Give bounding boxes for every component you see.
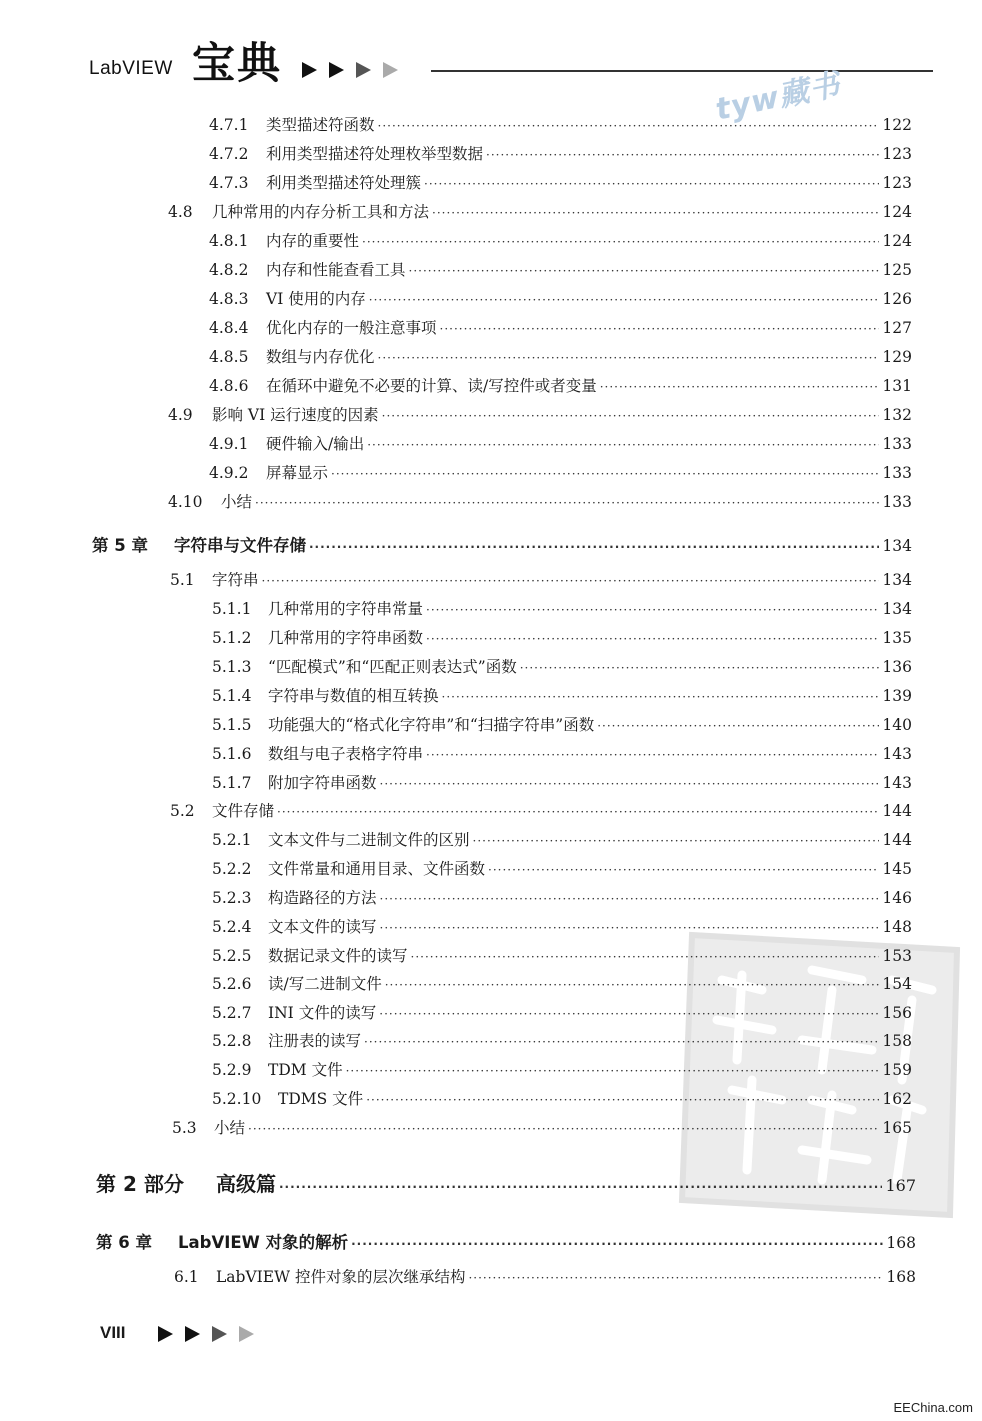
- toc-entry-page: 143: [882, 745, 912, 763]
- toc-entry-number: 第 2 部分: [96, 1172, 184, 1196]
- toc-entry-title: 内存的重要性: [266, 232, 360, 250]
- toc-entry-title: 注册表的读写: [268, 1032, 362, 1050]
- toc-entry-title: 功能强大的“格式化字符串”和“扫描字符串”函数: [268, 716, 595, 734]
- toc-entry-number: 5.1.5: [212, 716, 252, 734]
- toc-entry[interactable]: [212, 713, 912, 735]
- toc-entry-number: 4.9.2: [209, 464, 249, 482]
- toc-entry-title: VI 使用的内存: [266, 290, 366, 308]
- toc-entry-page: 146: [882, 889, 912, 907]
- toc-entry-number: 4.8.6: [209, 377, 249, 395]
- leader-dots: [440, 322, 880, 336]
- toc-entry-number: 4.8.3: [209, 290, 249, 308]
- toc-part[interactable]: [96, 1168, 916, 1197]
- toc-entry-number: 4.7.3: [209, 174, 249, 192]
- leader-dots: [473, 834, 880, 848]
- toc-entry[interactable]: [168, 403, 912, 425]
- leader-dots: [277, 805, 879, 819]
- toc-entry-number: 5.1.2: [212, 629, 252, 647]
- toc-entry-page: 167: [885, 1176, 916, 1195]
- toc-entry-title: 字符串: [212, 571, 259, 589]
- toc-entry-title: 构造路径的方法: [268, 889, 377, 907]
- toc-entry[interactable]: [212, 915, 912, 937]
- toc-entry-title: INI 文件的读写: [268, 1004, 377, 1022]
- toc-entry-title: 字符串与文件存储: [174, 536, 306, 555]
- leader-dots: [442, 690, 880, 704]
- toc-entry-page: 131: [882, 377, 912, 395]
- leader-dots: [309, 540, 879, 554]
- leader-dots: [424, 177, 879, 191]
- toc-entry[interactable]: [170, 799, 912, 821]
- toc-entry-page: 133: [882, 464, 912, 482]
- toc-entry[interactable]: [212, 1087, 912, 1109]
- leader-dots: [409, 264, 880, 278]
- toc-entry-page: 132: [882, 406, 912, 424]
- leader-dots: [255, 496, 879, 510]
- leader-dots: [411, 950, 880, 964]
- footer-arrows: [158, 1326, 254, 1342]
- toc-entry-number: 5.2.1: [212, 831, 252, 849]
- toc-entry-number: 4.8.1: [209, 232, 249, 250]
- toc-entry-page: 162: [882, 1090, 912, 1108]
- site-credit: EEChina.com: [893, 1400, 973, 1415]
- toc-entry-title: 类型描述符函数: [266, 116, 375, 134]
- toc-entry-number: 4.8.4: [209, 319, 249, 337]
- toc-entry[interactable]: [168, 200, 912, 222]
- leader-dots: [382, 409, 880, 423]
- toc-entry-page: 168: [886, 1234, 916, 1252]
- toc-entry-title: 字符串与数值的相互转换: [268, 687, 439, 705]
- leader-dots: [520, 661, 880, 675]
- toc-entry-page: 133: [882, 493, 912, 511]
- toc-entry-number: 第 5 章: [92, 536, 148, 555]
- leader-dots: [426, 632, 879, 646]
- toc-entry-title: TDM 文件: [268, 1061, 343, 1079]
- toc-entry-page: 140: [882, 716, 912, 734]
- toc-entry[interactable]: [209, 287, 912, 309]
- toc-entry-number: 4.8.2: [209, 261, 249, 279]
- toc-entry-page: 123: [882, 174, 912, 192]
- toc-entry[interactable]: [209, 113, 912, 135]
- toc-entry-title: 几种常用的内存分析工具和方法: [212, 203, 430, 221]
- leader-dots: [426, 603, 879, 617]
- toc-entry-page: 134: [882, 571, 912, 589]
- toc-entry[interactable]: [209, 461, 912, 483]
- toc-chapter[interactable]: [96, 1229, 916, 1253]
- watermark-text: tyw藏书: [712, 67, 844, 128]
- leader-dots: [597, 719, 879, 733]
- leader-dots: [379, 1007, 879, 1021]
- toc-entry-number: 5.2.2: [212, 860, 252, 878]
- toc-entry[interactable]: [170, 568, 912, 590]
- toc-entry[interactable]: [212, 886, 912, 908]
- toc-entry[interactable]: [212, 1029, 912, 1051]
- toc-entry-title: 硬件输入/输出: [266, 435, 365, 453]
- toc-entry-page: 124: [882, 232, 912, 250]
- leader-dots: [426, 748, 879, 762]
- leader-dots: [378, 119, 880, 133]
- toc-entry-page: 145: [882, 860, 912, 878]
- leader-dots: [432, 206, 879, 220]
- toc-entry-page: 125: [882, 261, 912, 279]
- toc-entry-page: 165: [882, 1119, 912, 1137]
- toc-entry-number: 4.9: [168, 406, 193, 424]
- toc-entry[interactable]: [209, 171, 912, 193]
- leader-dots: [351, 1237, 883, 1251]
- leader-dots: [331, 467, 879, 481]
- arrow-icon: [329, 62, 344, 78]
- toc-entry-title: 在循环中避免不必要的计算、读/写控件或者变量: [266, 377, 597, 395]
- toc-entry-page: 144: [882, 802, 912, 820]
- toc-entry[interactable]: [209, 345, 912, 367]
- arrow-icon: [239, 1326, 254, 1342]
- toc-entry[interactable]: [209, 316, 912, 338]
- toc-entry-page: 134: [882, 537, 912, 555]
- brand-cjk: 宝典: [192, 39, 282, 89]
- toc-entry-title: 高级篇: [216, 1172, 276, 1196]
- toc-entry-title: 小结: [214, 1119, 246, 1137]
- toc-entry-number: 5.2.5: [212, 947, 252, 965]
- toc-entry[interactable]: [212, 597, 912, 619]
- toc-entry-number: 4.7.1: [209, 116, 249, 134]
- toc-entry[interactable]: [212, 1001, 912, 1023]
- leader-dots: [380, 921, 880, 935]
- toc-entry-page: 168: [886, 1268, 916, 1286]
- toc-entry-page: 159: [882, 1061, 912, 1079]
- toc-entry-title: 读/写二进制文件: [268, 975, 382, 993]
- toc-entry-number: 4.9.1: [209, 435, 249, 453]
- toc-entry[interactable]: [212, 655, 912, 677]
- toc-entry-title: 几种常用的字符串函数: [268, 629, 424, 647]
- toc-entry-page: 129: [882, 348, 912, 366]
- toc-entry-title: 小结: [221, 493, 253, 511]
- toc-entry-title: 优化内存的一般注意事项: [266, 319, 437, 337]
- toc-entry[interactable]: [209, 374, 912, 396]
- arrow-icon: [302, 62, 317, 78]
- toc-entry[interactable]: [174, 1265, 916, 1287]
- toc-entry-number: 5.2.3: [212, 889, 252, 907]
- toc-entry-number: 5.2.6: [212, 975, 252, 993]
- toc-entry-page: 139: [882, 687, 912, 705]
- leader-dots: [600, 380, 880, 394]
- leader-dots: [366, 1093, 879, 1107]
- toc-entry-title: “匹配模式”和“匹配正则表达式”函数: [268, 658, 517, 676]
- toc-entry[interactable]: [212, 972, 912, 994]
- leader-dots: [369, 293, 880, 307]
- toc-entry-title: 文件常量和通用目录、文件函数: [268, 860, 486, 878]
- leader-dots: [364, 1035, 879, 1049]
- toc-entry-page: 154: [882, 975, 912, 993]
- toc-entry-number: 5.1.3: [212, 658, 252, 676]
- leader-dots: [385, 978, 880, 992]
- leader-dots: [486, 148, 879, 162]
- leader-dots: [362, 235, 879, 249]
- leader-dots: [262, 574, 880, 588]
- arrow-icon: [158, 1326, 173, 1342]
- toc-entry-title: 内存和性能查看工具: [266, 261, 406, 279]
- toc-entry-page: 158: [882, 1032, 912, 1050]
- leader-dots: [378, 351, 880, 365]
- header-rule: [431, 70, 933, 72]
- toc-entry-page: 156: [882, 1004, 912, 1022]
- toc-entry-page: 126: [882, 290, 912, 308]
- toc-entry-title: 文本文件的读写: [268, 918, 377, 936]
- toc-entry-page: 122: [882, 116, 912, 134]
- arrow-icon: [383, 62, 398, 78]
- toc-entry-title: 文本文件与二进制文件的区别: [268, 831, 470, 849]
- toc-entry-title: 数组与内存优化: [266, 348, 375, 366]
- arrow-icon: [212, 1326, 227, 1342]
- toc-entry-number: 5.2.8: [212, 1032, 252, 1050]
- toc-entry[interactable]: [168, 490, 912, 512]
- toc-entry-title: 几种常用的字符串常量: [268, 600, 424, 618]
- toc-entry[interactable]: [212, 684, 912, 706]
- toc-entry[interactable]: [212, 626, 912, 648]
- toc-entry-title: TDMS 文件: [278, 1090, 364, 1108]
- toc-entry-number: 4.8.5: [209, 348, 249, 366]
- toc-entry-page: 148: [882, 918, 912, 936]
- leader-dots: [468, 1271, 883, 1285]
- toc-entry-title: 文件存储: [212, 802, 275, 820]
- leader-dots: [367, 438, 879, 452]
- toc-entry-title: LabVIEW 对象的解析: [178, 1233, 349, 1252]
- leader-dots: [488, 863, 879, 877]
- toc-entry[interactable]: [172, 1116, 912, 1138]
- toc-entry[interactable]: [212, 944, 912, 966]
- toc-entry-number: 4.7.2: [209, 145, 249, 163]
- toc-entry-page: 136: [882, 658, 912, 676]
- toc-chapter[interactable]: [92, 532, 912, 556]
- toc-entry-title: 利用类型描述符处理簇: [266, 174, 422, 192]
- toc-entry-title: 屏幕显示: [266, 464, 329, 482]
- arrow-icon: [185, 1326, 200, 1342]
- toc-entry-number: 5.1.7: [212, 774, 252, 792]
- toc-entry[interactable]: [212, 742, 912, 764]
- toc-entry-page: 144: [882, 831, 912, 849]
- leader-dots: [279, 1180, 882, 1194]
- page-number: VIII: [100, 1323, 126, 1342]
- leader-dots: [248, 1122, 879, 1136]
- toc-entry-title: 附加字符串函数: [268, 774, 377, 792]
- toc-entry-number: 5.1.6: [212, 745, 252, 763]
- toc-entry-page: 135: [882, 629, 912, 647]
- leader-dots: [346, 1064, 880, 1078]
- toc-entry[interactable]: [209, 432, 912, 454]
- brand-latin: LabVIEW: [89, 58, 173, 79]
- toc-entry[interactable]: [212, 771, 912, 793]
- toc-entry-number: 5.2.10: [212, 1090, 262, 1108]
- toc-entry-number: 5.1: [170, 571, 195, 589]
- toc-entry-number: 5.2.7: [212, 1004, 252, 1022]
- toc-entry-number: 4.10: [168, 493, 203, 511]
- toc-entry-title: 数据记录文件的读写: [268, 947, 408, 965]
- toc-entry-number: 5.2.9: [212, 1061, 252, 1079]
- arrow-icon: [356, 62, 371, 78]
- toc-entry-title: 影响 VI 运行速度的因素: [212, 406, 379, 424]
- toc-entry-number: 4.8: [168, 203, 193, 221]
- toc-entry-page: 124: [882, 203, 912, 221]
- toc-entry[interactable]: [209, 229, 912, 251]
- toc-entry[interactable]: [209, 258, 912, 280]
- toc-entry-number: 5.1.4: [212, 687, 252, 705]
- toc-entry[interactable]: [209, 142, 912, 164]
- toc-entry-number: 5.2: [170, 802, 195, 820]
- toc-entry-page: 127: [882, 319, 912, 337]
- toc-entry-title: LabVIEW 控件对象的层次继承结构: [216, 1268, 466, 1286]
- leader-dots: [380, 777, 880, 791]
- toc-entry-page: 143: [882, 774, 912, 792]
- toc-entry-number: 5.2.4: [212, 918, 252, 936]
- toc-entry-page: 134: [882, 600, 912, 618]
- toc-entry-page: 133: [882, 435, 912, 453]
- toc-entry-page: 153: [882, 947, 912, 965]
- toc-entry-page: 123: [882, 145, 912, 163]
- toc-entry-number: 5.3: [172, 1119, 197, 1137]
- leader-dots: [380, 892, 880, 906]
- header-arrows: [302, 62, 398, 78]
- toc-entry-title: 数组与电子表格字符串: [268, 745, 424, 763]
- toc-entry[interactable]: [212, 857, 912, 879]
- toc-entry[interactable]: [212, 1058, 912, 1080]
- toc-entry[interactable]: [212, 828, 912, 850]
- toc-entry-title: 利用类型描述符处理枚举型数据: [266, 145, 484, 163]
- toc-entry-number: 第 6 章: [96, 1233, 152, 1252]
- toc-entry-number: 6.1: [174, 1268, 199, 1286]
- toc-entry-number: 5.1.1: [212, 600, 252, 618]
